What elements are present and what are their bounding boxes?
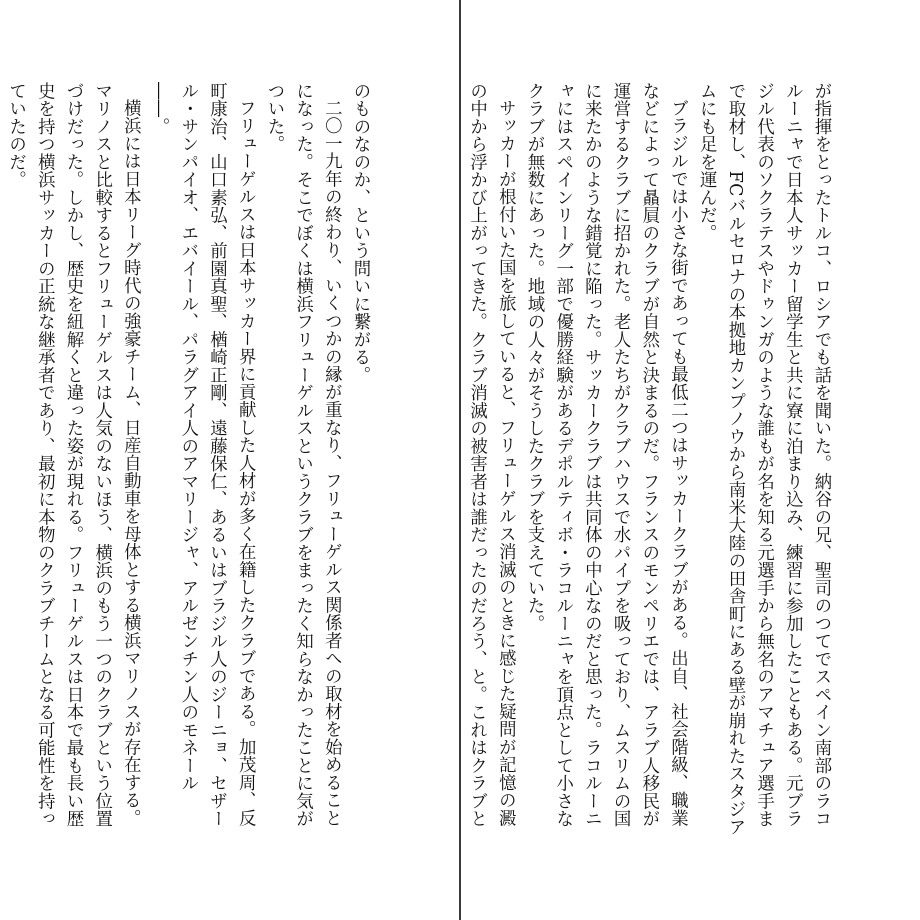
right-page [461, 0, 920, 920]
paragraph: が指揮をとったトルコ、ロシアでも話を聞いた。納谷の兄、聖司のつてでスペイン南部のラコルーニャで日本人サッカー留学生と共に寮に泊まり込み、練習に参加したこともある。元ブラジル代表のソクラテスやドゥンガのような誰もが名を知る元選手から無名のアマチュア選手まで取材し、FCバルセロナの本拠地カンプノウから南米大陸の田舎町にある壁が崩れたスタジアムにも足を運んだ。 [696, 82, 831, 836]
right-page-text [466, 82, 835, 842]
paragraph: フリューゲルスは日本サッカー界に貢献した人材が多く在籍したクラブである。加茂周、反町康治、山口素弘、前園真聖、楢崎正剛、遠藤保仁、あるいはブラジル人のジーニョ、セザール・サンパイオ、エバイール、パラグアイ人のアマリージャ、アルゼンチン人のモネール――。 [149, 82, 256, 828]
left-page-text [5, 82, 374, 842]
paragraph: 横浜には日本リーグ時代の強豪チーム、日産自動車を母体とする横浜マリノスが存在する。マリノスと比較するとフリューゲルスは人気のないほう、横浜のもう一つのクラブという位置づけだった。しかし、歴史を紐解くと違った姿が現れる。フリューゲルスは日本で最も長い歴史を持つ横浜サッカーの正統な継承者であり、最初に本物のクラブチームとなる可能性を持っていたのだ。 [5, 82, 141, 828]
page-gutter-line [459, 0, 461, 920]
paragraph: ブラジルでは小さな街であっても最低二つはサッカークラブがある。出自、社会階級、職業などによって贔屓のクラブが自然と決まるのだ。フランスのモンペリエでは、アラブ人移民が運営するクラブに招かれた。老人たちがクラブハウスで水パイプを吸っており、ムスリムの国に来たかのような錯覚に陥った。サッカークラブは共同体の中心なのだと思った。ラコルーニャにはスペインリーグ一部で優勝経験があるデポルティボ・ラコルーニャを頂点として小さなクラブが無数にあった。地域の人々がそうしたクラブを支えていた。 [523, 82, 688, 828]
paragraph: のものなのか、という問いに繋がる。 [350, 82, 370, 384]
left-page [0, 0, 459, 920]
paragraph: 二〇一九年の終わり、いくつかの縁が重なり、フリューゲルス関係者への取材を始めることになった。そこでぼくは横浜フリューゲルスというクラブをまったく知らなかったことに気がついた。 [263, 82, 342, 828]
paragraph: サッカーが根付いた国を旅していると、フリューゲルス消滅のときに感じた疑問が記憶の澱の中から浮かび上がってきた。クラブ消滅の被害者は誰だったのだろう、と。これはクラブと [466, 82, 516, 828]
